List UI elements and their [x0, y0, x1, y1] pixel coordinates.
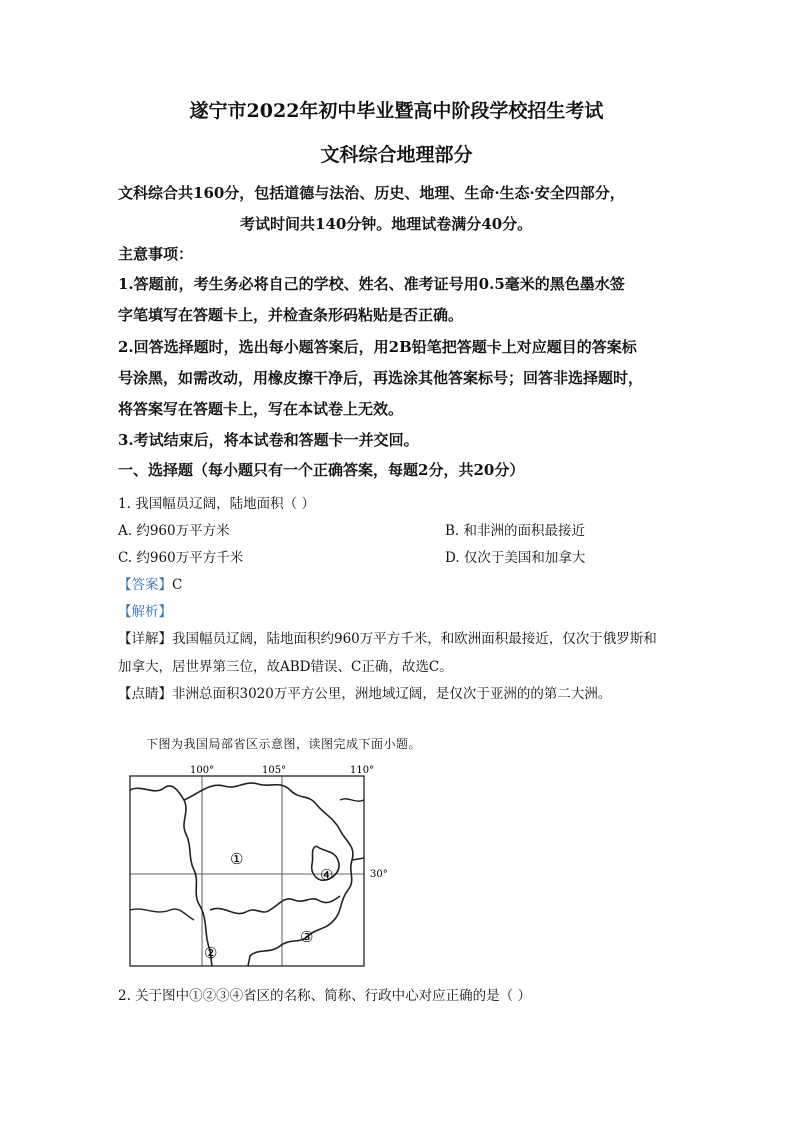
note-2-line-1: 2.回答选择题时，选出每小题答案后，用2B铅笔把答题卡上对应题目的答案标: [118, 338, 637, 356]
intro-line-2: 考试时间共140分钟。地理试卷满分40分。: [240, 215, 533, 233]
boundary-northeast: [340, 799, 364, 801]
note-2-line-2: 号涂黑，如需改动，用橡皮擦干净后，再选涂其他答案标号；回答非选择题时，: [118, 369, 644, 387]
exam-title: 遂宁市2022年初中毕业暨高中阶段学校招生考试: [189, 100, 604, 122]
q1-comment: [118, 682, 611, 702]
answer-tag: 【答案】: [118, 577, 172, 593]
q1-option-d: D. 仅次于美国和加拿大: [445, 550, 586, 566]
region-label-2: ②: [204, 944, 218, 962]
intro-line-1: 文科综合共160分，包括道德与法治、历史、地理、生命·生态·安全四部分，: [118, 184, 625, 202]
q1-answer-row: [118, 573, 182, 593]
comment-text: 非洲总面积3020万平方公里，洲地域辽阔，是仅次于亚洲的的第二大洲。: [172, 686, 612, 702]
detail-tag: 【详解】: [118, 631, 172, 647]
q1-stem: 1. 我国幅员辽阔，陆地面积（ ）: [118, 496, 315, 512]
lon-label-105: 105°: [262, 765, 287, 776]
q2-stem: 2. 关于图中①②③④省区的名称、简称、行政中心对应正确的是（ ）: [118, 988, 531, 1004]
note-1-line-1: 1.答题前，考生务必将自己的学校、姓名、准考证号用0.5毫米的黑色墨水签: [118, 275, 625, 293]
q1-detail-line-1: [118, 627, 657, 647]
note-3: 3.考试结束后，将本试卷和答题卡一并交回。: [118, 431, 419, 449]
q1-option-b: B. 和非洲的面积最接近: [445, 523, 586, 539]
note-2-line-3: 将答案写在答题卡上，写在本试卷上无效。: [118, 400, 404, 418]
province-map-svg: [120, 760, 390, 972]
boundary-east-stub: [352, 858, 364, 860]
province-map: [120, 760, 390, 972]
analysis-tag: 【解析】: [118, 604, 172, 620]
answer-value: C: [172, 577, 183, 593]
notes-heading: 主意事项：: [118, 245, 194, 263]
q1-option-c: C. 约960万平方千米: [118, 550, 244, 566]
boundary-west: [130, 786, 212, 966]
q1-option-a: A. 约960万平方米: [118, 523, 230, 539]
region-label-4: ④: [320, 866, 334, 884]
note-1-line-2: 字笔填写在答题卡上，并检查条形码粘贴是否正确。: [118, 306, 464, 324]
region-label-3: ③: [300, 928, 314, 946]
lon-label-110: 110°: [350, 765, 375, 776]
map-intro: 下图为我国局部省区示意图，读图完成下面小题。: [146, 737, 422, 751]
region-label-1: ①: [230, 850, 244, 868]
comment-tag: 【点睛】: [118, 686, 172, 702]
detail-text-1: 我国幅员辽阔，陆地面积约960万平方千米，和欧洲面积最接近，仅次于俄罗斯和: [172, 631, 657, 647]
lat-label-30: 30°: [370, 869, 388, 880]
lon-label-100: 100°: [190, 765, 215, 776]
boundary-south: [210, 896, 340, 914]
boundary-southwest: [130, 909, 194, 920]
section-heading: 一、选择题（每小题只有一个正确答案，每题2分，共20分）: [118, 461, 525, 479]
q1-detail-line-2: 加拿大，居世界第三位，故ABD错误、C正确，故选C。: [118, 659, 453, 675]
exam-subtitle: 文科综合地理部分: [320, 144, 473, 166]
